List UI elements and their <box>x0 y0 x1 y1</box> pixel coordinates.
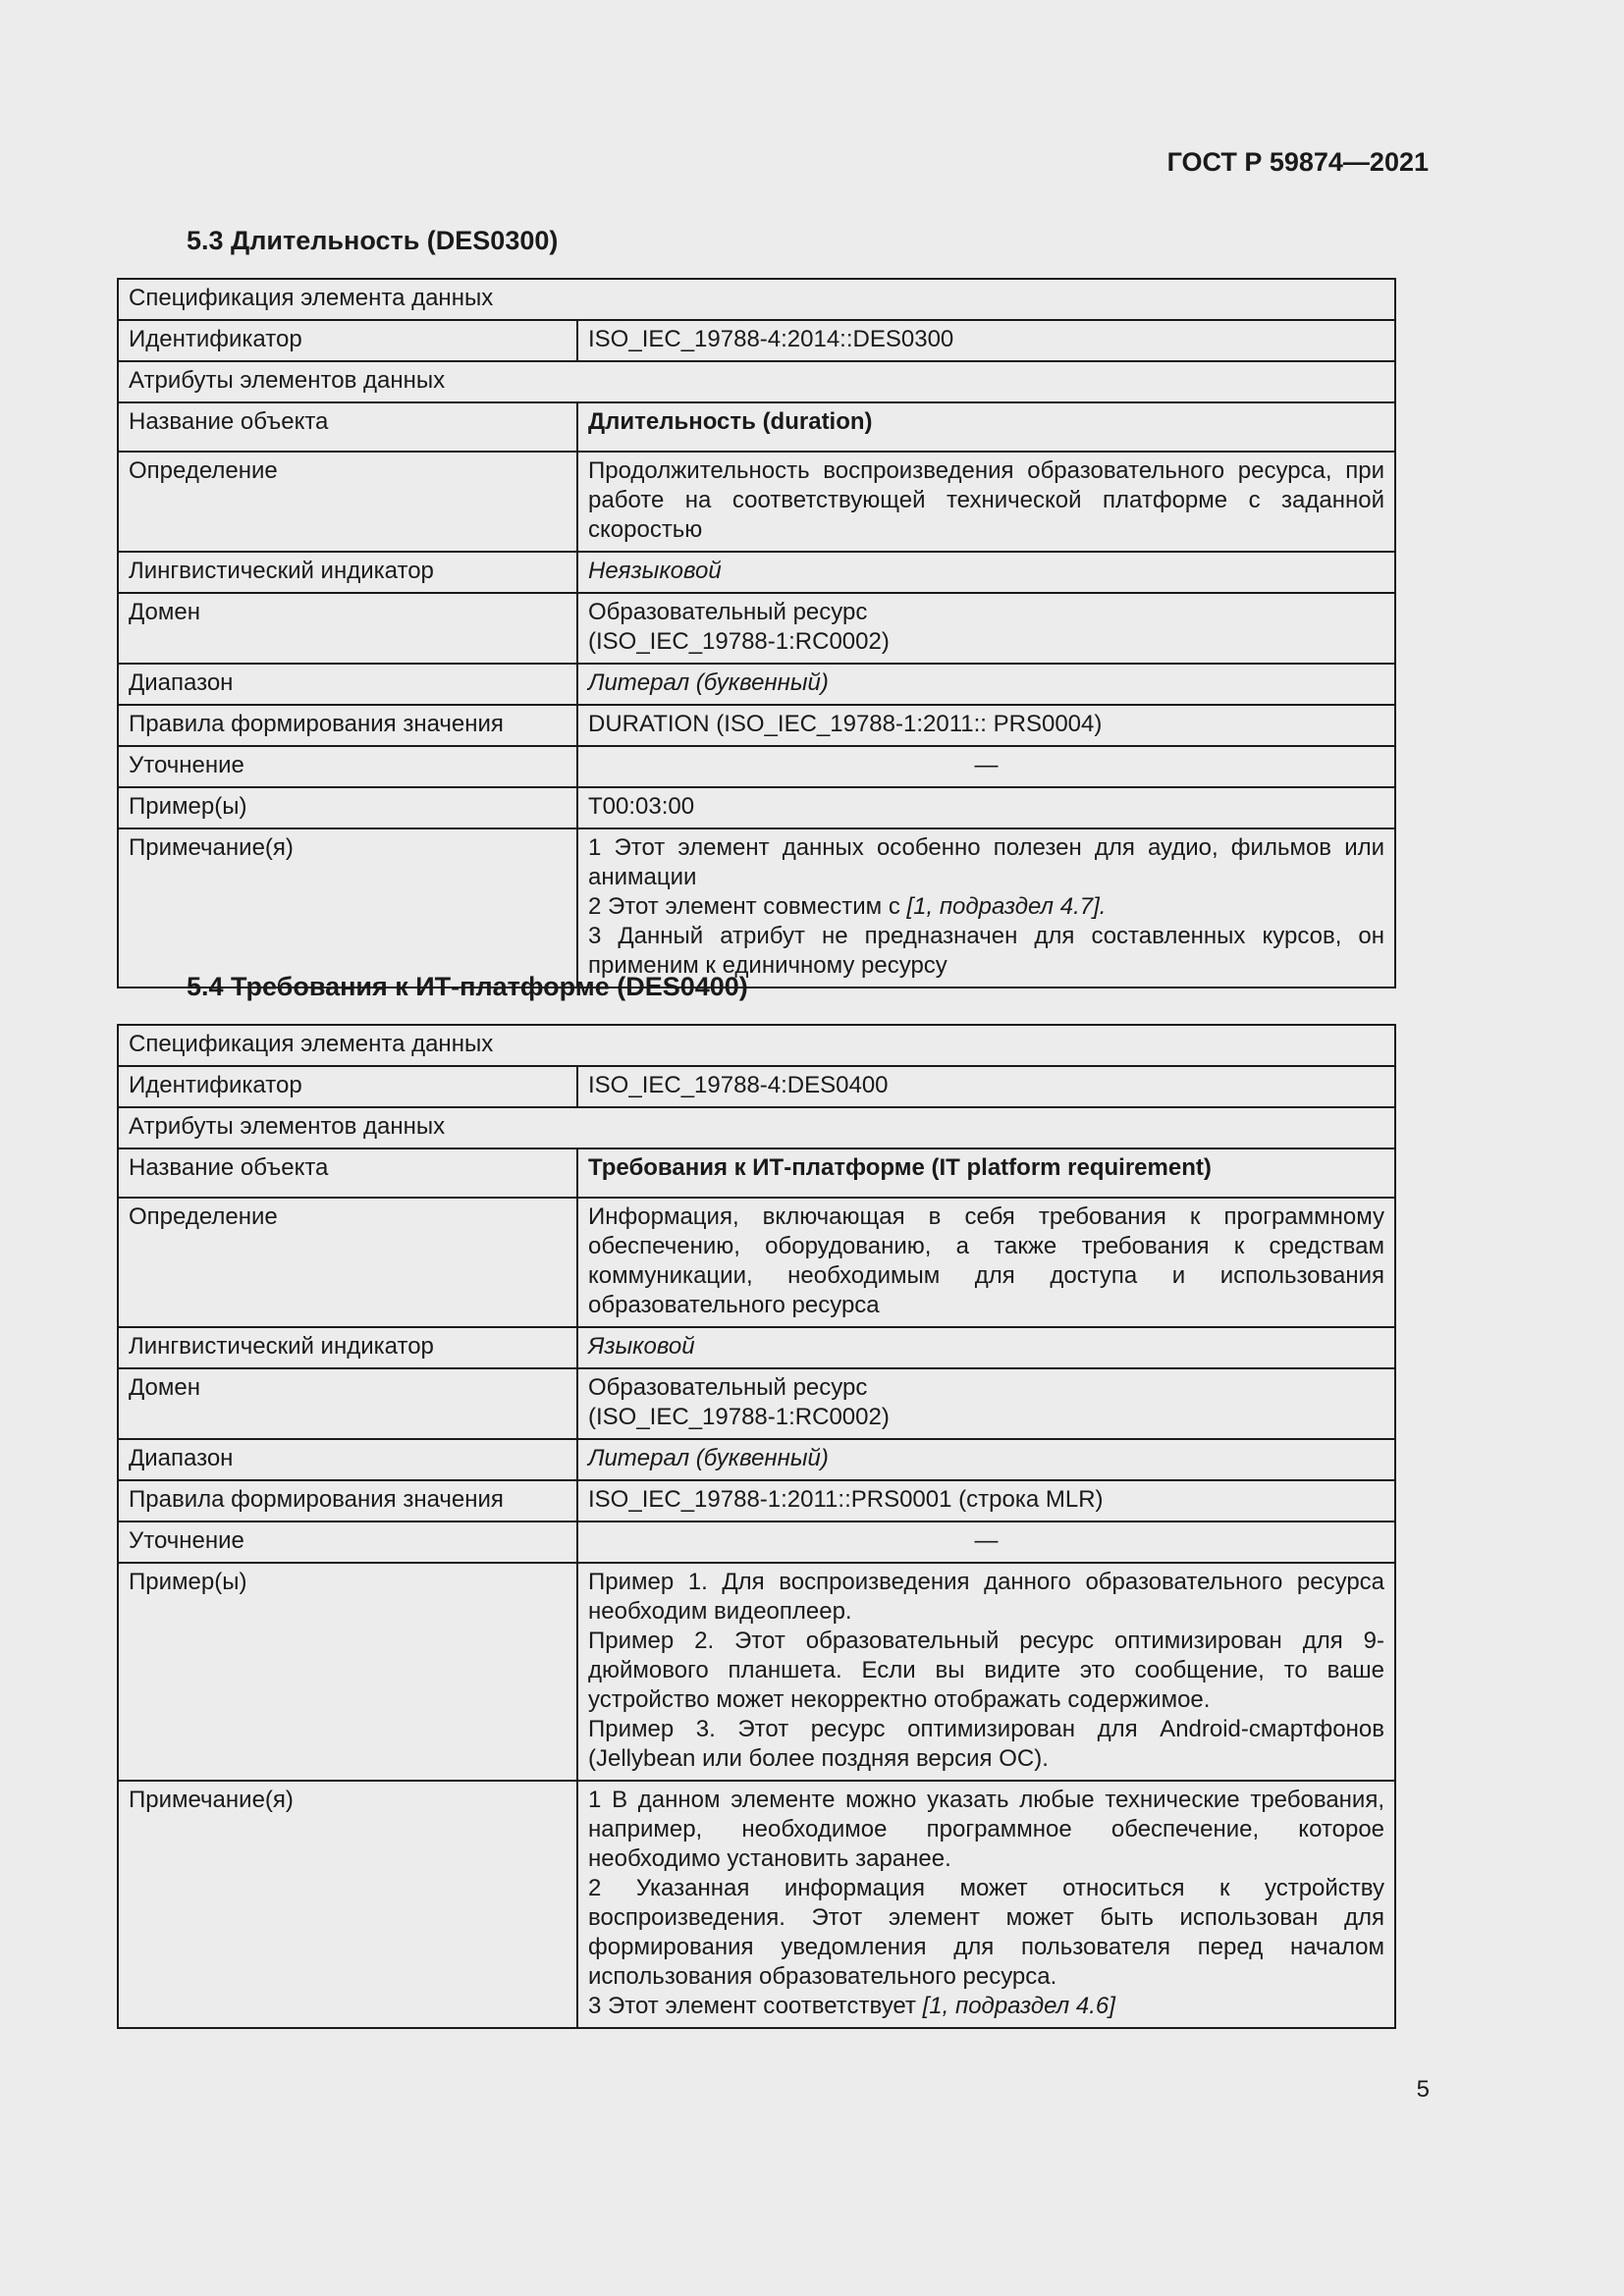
refinement-value: — <box>577 746 1395 787</box>
domain-line: Образовательный ресурс <box>588 599 868 625</box>
example-item: Пример 2. Этот образовательный ресурс оптимизирован для 9-дюймового планшета. Если вы видите это сообщение, то ваше устройство может некорректно отображать содержимое. <box>588 1628 1385 1713</box>
table-row <box>118 1563 1395 1781</box>
table-row <box>118 1480 1395 1522</box>
table-row <box>118 593 1395 664</box>
domain-value <box>577 1368 1395 1439</box>
table-row <box>118 828 1395 988</box>
note-item: 1 В данном элементе можно указать любые технические требования, например, необходимое программное обеспечение, которое необходимо установить заранее. <box>588 1787 1385 1872</box>
rules-label: Правила формирования значения <box>118 705 577 746</box>
identifier-label: Идентификатор <box>118 1066 577 1107</box>
notes-value <box>577 828 1395 988</box>
attributes-header: Атрибуты элементов данных <box>118 361 1395 402</box>
table-row <box>118 1522 1395 1563</box>
note-item: 1 Этот элемент данных особенно полезен для аудио, фильмов или анимации <box>588 834 1385 890</box>
example-item: Пример 1. Для воспроизведения данного образовательного ресурса необходим видеоплеер. <box>588 1569 1385 1625</box>
refinement-label: Уточнение <box>118 746 577 787</box>
range-label: Диапазон <box>118 1439 577 1480</box>
identifier-label: Идентификатор <box>118 320 577 361</box>
notes-value <box>577 1781 1395 2028</box>
page-number: 5 <box>1416 2076 1430 2103</box>
table-row <box>118 1025 1395 1066</box>
domain-label: Домен <box>118 1368 577 1439</box>
domain-label: Домен <box>118 593 577 664</box>
domain-line: (ISO_IEC_19788-1:RC0002) <box>588 628 890 655</box>
identifier-value: ISO_IEC_19788-4:2014::DES0300 <box>577 320 1395 361</box>
attributes-header: Атрибуты элементов данных <box>118 1107 1395 1148</box>
name-label: Название объекта <box>118 1148 577 1198</box>
rules-value: ISO_IEC_19788-1:2011::PRS0001 (строка MLR) <box>577 1480 1395 1522</box>
table-row <box>118 1781 1395 2028</box>
domain-value <box>577 593 1395 664</box>
examples-value <box>577 1563 1395 1781</box>
note-item <box>588 1992 1384 2021</box>
table-row <box>118 1148 1395 1198</box>
refinement-label: Уточнение <box>118 1522 577 1563</box>
spec-header: Спецификация элемента данных <box>118 1025 1395 1066</box>
ling-value: Неязыковой <box>577 552 1395 593</box>
note-item <box>588 892 1384 922</box>
table-row <box>118 452 1395 552</box>
rules-value: DURATION (ISO_IEC_19788-1:2011:: PRS0004) <box>577 705 1395 746</box>
example-item: Пример 3. Этот ресурс оптимизирован для Android-смартфонов (Jellybean или более поздняя версия ОС). <box>588 1716 1385 1772</box>
document-code: ГОСТ Р 59874—2021 <box>1166 147 1429 177</box>
table-row <box>118 279 1395 320</box>
notes-label: Примечание(я) <box>118 1781 577 2028</box>
table-row <box>118 552 1395 593</box>
section-title-5-3: 5.3 Длительность (DES0300) <box>187 226 559 255</box>
name-value: Требования к ИТ-платформе (IT platform requirement) <box>577 1148 1395 1198</box>
table-row <box>118 402 1395 452</box>
table-row <box>118 705 1395 746</box>
table-row <box>118 1439 1395 1480</box>
definition-value: Продолжительность воспроизведения образовательного ресурса, при работе на соответствующей технической платформе с заданной скоростью <box>577 452 1395 552</box>
table-row <box>118 1066 1395 1107</box>
range-value: Литерал (буквенный) <box>577 664 1395 705</box>
spec-table-des0300 <box>117 278 1396 988</box>
rules-label: Правила формирования значения <box>118 1480 577 1522</box>
examples-label: Пример(ы) <box>118 1563 577 1781</box>
spec-header: Спецификация элемента данных <box>118 279 1395 320</box>
section-title-5-4: 5.4 Требования к ИТ-платформе (DES0400) <box>187 972 748 1001</box>
notes-label: Примечание(я) <box>118 828 577 988</box>
table-row <box>118 1368 1395 1439</box>
table-row <box>118 1198 1395 1327</box>
range-value: Литерал (буквенный) <box>577 1439 1395 1480</box>
table-row <box>118 787 1395 828</box>
name-label: Название объекта <box>118 402 577 452</box>
ling-label: Лингвистический индикатор <box>118 1327 577 1368</box>
ling-value: Языковой <box>577 1327 1395 1368</box>
ling-label: Лингвистический индикатор <box>118 552 577 593</box>
name-value: Длительность (duration) <box>577 402 1395 452</box>
table-row <box>118 1327 1395 1368</box>
note-item: 3 Данный атрибут не предназначен для составленных курсов, он применим к единичному ресурсу <box>588 923 1385 979</box>
note-reference: [1, подраздел 4.7]. <box>906 893 1107 920</box>
definition-value: Информация, включающая в себя требования к программному обеспечению, оборудованию, а также требования к средствам коммуникации, необходимым для доступа и использования образовательного ресурса <box>577 1198 1395 1327</box>
domain-line: (ISO_IEC_19788-1:RC0002) <box>588 1404 890 1430</box>
table-row <box>118 361 1395 402</box>
range-label: Диапазон <box>118 664 577 705</box>
examples-value: T00:03:00 <box>577 787 1395 828</box>
table-row <box>118 664 1395 705</box>
note-reference: [1, подраздел 4.6] <box>922 1993 1115 2019</box>
note-item: 2 Указанная информация может относиться к устройству воспроизведения. Этот элемент может быть использован для формирования уведомления для пользователя перед началом использования образовательного ресурса. <box>588 1875 1385 1990</box>
spec-table-des0400 <box>117 1024 1396 2029</box>
definition-label: Определение <box>118 452 577 552</box>
note-text: 2 Этот элемент совместим с <box>588 893 907 920</box>
examples-label: Пример(ы) <box>118 787 577 828</box>
domain-line: Образовательный ресурс <box>588 1374 868 1401</box>
refinement-value: — <box>577 1522 1395 1563</box>
table-row <box>118 320 1395 361</box>
definition-label: Определение <box>118 1198 577 1327</box>
table-row <box>118 1107 1395 1148</box>
table-row <box>118 746 1395 787</box>
note-text: 3 Этот элемент соответствует <box>588 1993 923 2019</box>
identifier-value: ISO_IEC_19788-4:DES0400 <box>577 1066 1395 1107</box>
